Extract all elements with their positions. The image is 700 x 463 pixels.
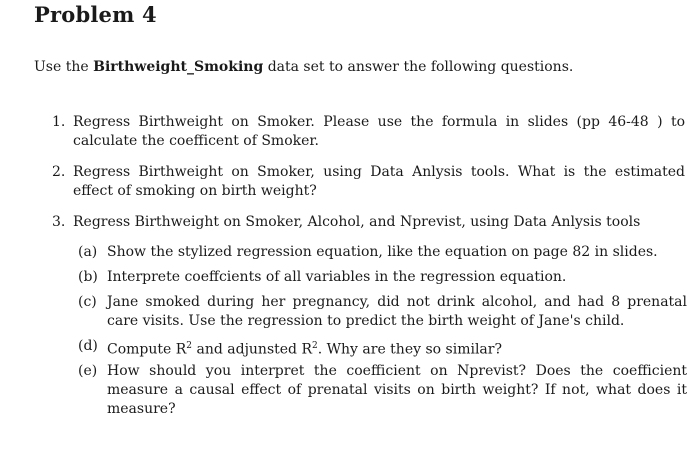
question-number: 1. — [52, 114, 66, 130]
part-text-before: Compute R — [107, 341, 187, 358]
question-number: 2. — [52, 164, 66, 180]
part-text: How should you interpret the coefficient on Nprevist? Does the coefficient measure a causal effect of prenatal visits on birth weight? If not, what does it measure? — [107, 363, 687, 417]
part-label: (e) — [78, 363, 98, 379]
question-3 — [52, 213, 688, 233]
question-1 — [52, 113, 688, 153]
question-text: Regress Birthweight on Smoker, Alcohol, and Nprevist, using Data Anlysis tools — [73, 214, 641, 230]
part-text: Show the stylized regression equation, like the equation on page 82 in slides. — [107, 244, 658, 260]
part-label: (c) — [78, 294, 97, 310]
part-label: (d) — [78, 338, 98, 354]
question-text: Regress Birthweight on Smoker. Please use the formula in slides (pp 46-48 ) to calculate the coefficent of Smoker. — [73, 114, 685, 149]
part-label: (b) — [78, 269, 98, 285]
question-2 — [52, 163, 688, 203]
part-label: (a) — [78, 244, 98, 260]
intro-before: Use the — [34, 59, 94, 75]
intro-after: data set to answer the following questions. — [263, 59, 574, 75]
superscript-2: 2 — [186, 341, 193, 351]
problem-intro — [34, 59, 573, 75]
question-number: 3. — [52, 214, 66, 230]
question-text: Regress Birthweight on Smoker, using Data Anlysis tools. What is the estimated effect of smoking on birth weight? — [73, 164, 685, 199]
superscript-2: 2 — [312, 341, 318, 351]
part-text: Interprete coeffcients of all variables in the regression equation. — [107, 269, 567, 285]
dataset-name: Birthweight_Smoking — [93, 59, 264, 75]
part-text — [107, 337, 687, 360]
problem-title: Problem 4 — [34, 2, 157, 27]
part-text-middle: and adjunsted R — [192, 341, 312, 358]
part-text: Jane smoked during her pregnancy, did not drink alcohol, and had 8 prenatal care visits. Use the regression to predict the birth weight of Jane's child. — [107, 294, 687, 329]
part-text-after: . Why are they so similar? — [317, 341, 502, 358]
